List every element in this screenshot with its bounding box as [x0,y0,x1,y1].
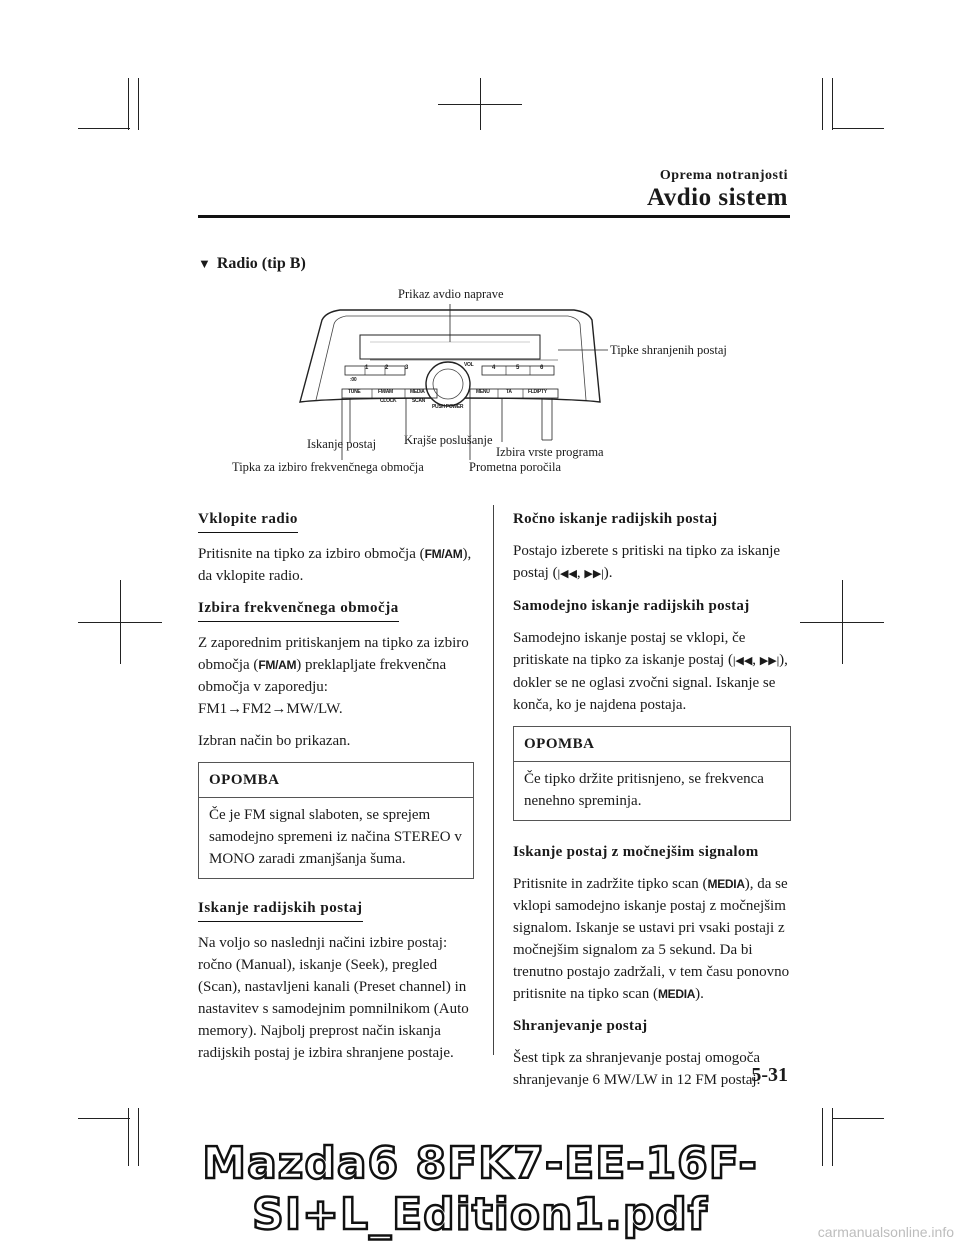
right-column [513,508,791,1101]
footer-filename: Mazda6 8FK7-EE-16F-SI+L_Edition1.pdf [202,1138,758,1240]
para-shranjevanje: Šest tipk za shranjevanje postaj omogoča shranjevanje 6 MW/LW in 12 FM postaj. [513,1050,761,1088]
seek-forward-icon-2: ▶▶| [759,655,780,667]
note-title-2: OPOMBA [514,727,790,762]
watermark[interactable]: carmanualsonline.info [817,1224,954,1240]
heading-samodejno: Samodejno iskanje radijskih postaj [513,598,750,614]
menu-button-label: MENU [476,389,490,395]
ta-button-label: TA [506,389,512,395]
para-mocnejsim: Pritisnite in zadržite tipko scan (MEDIA), da se vklopi samodejno iskanje postaj z močnejšim signalom. Iskanje se ustavi pri vsaki postaji z močnejšim signalom za 5 sekund. Da bi trenutno postajo zadržali, v tem času ponovno pritisnite na tipko scan (MEDIA). [513,876,790,1002]
para-vklopite: Pritisnite na tipko za izbiro območja (FM/AM), da vklopite radio. [198,546,472,584]
callout-display: Prikaz avdio naprave [398,287,504,301]
label-00: :00 [350,377,357,383]
fld-pty-button-label: FLD/PTY [528,389,547,395]
note-title-1: OPOMBA [199,763,473,798]
para-samodejno: Samodejno iskanje postaj se vklopi, če pritiskate na tipko za iskanje postaj (|◀◀, ▶▶|), dokler se ne oglasi zvočni signal. Iskanje se konča, ko je najdena postaja. [513,630,788,713]
section-header: Oprema notranjosti [659,168,788,183]
callout-band: Tipka za izbiro frekvenčnega območja [232,460,424,474]
preset-1: 1 [365,365,369,371]
section-title: ▼ Radio (tip B) [198,255,306,272]
note-box-1 [198,762,474,879]
para-iskanje: Na voljo so naslednji načini izbire postaj: ročno (Manual), iskanje (Seek), pregled (Scan), nastavljeni kanali (Preset channel) in nastavitev s samodejnim pomnilnikom (Auto memory). Najbolj preprost način iskanja radijskih postaj je izbira shranjene postaje. [198,935,469,1061]
column-divider [493,505,494,1055]
media-key-label-2: MEDIA [657,987,696,1001]
label-clock: CLOCK [380,398,397,404]
heading-mocnejsim: Iskanje postaj z močnejšim signalom [513,844,759,860]
fmam-button-label: FM/AM [378,389,393,395]
note-box-2 [513,726,791,821]
label-scan: SCAN [412,398,425,404]
heading-rocno: Ročno iskanje radijskih postaj [513,511,718,527]
para-izbira: Z zaporednim pritiskanjem na tipko za izbiro območja (FM/AM) preklapljate frekvenčna območja v zaporedju: FM1→FM2→MW/LW. [198,635,469,717]
heading-vklopite: Vklopite radio [198,508,298,533]
preset-4: 4 [492,365,496,371]
callout-ta: Prometna poročila [469,460,561,474]
seek-forward-icon: ▶▶| [584,568,604,580]
note-text-2: Če tipko držite pritisnjeno, se frekvenca nenehno spreminja. [524,771,764,809]
seek-back-icon-2: |◀◀ [732,655,753,667]
callout-scan: Krajše poslušanje [404,433,493,447]
header-rule [198,215,790,218]
preset-5: 5 [516,365,520,371]
heading-izbira: Izbira frekvenčnega območja [198,597,399,622]
radio-figure [230,280,770,480]
page-title: Avdio sistem [647,184,788,211]
para-rocno: Postajo izberete s pritiski na tipko za iskanje postaj (|◀◀, ▶▶|). [513,543,781,581]
triangle-bullet-icon: ▼ [198,256,211,271]
fmam-key-label-2: FM/AM [258,658,297,672]
preset-3: 3 [405,365,409,371]
fmam-key-label: FM/AM [424,547,463,561]
tune-button-label: TUNE [348,389,361,395]
media-key-label: MEDIA [707,877,745,891]
para-izbran: Izbran način bo prikazan. [198,733,351,749]
heading-iskanje: Iskanje radijskih postaj [198,897,363,922]
preset-6: 6 [540,365,544,371]
label-vol: VOL [464,362,474,368]
preset-2: 2 [385,365,389,371]
page-number: 5-31 [751,1064,788,1086]
callout-pty: Izbira vrste programa [496,445,604,459]
callout-preset-buttons: Tipke shranjenih postaj [610,343,727,357]
label-push-power: PUSH POWER [432,404,464,410]
left-column [198,508,474,1074]
seek-back-icon: |◀◀ [557,568,577,580]
media-button-label: MEDIA [410,389,425,395]
note-text-1: Če je FM signal slaboten, se sprejem samodejno spremeni iz načina STEREO v MONO zaradi zmanjšanja šuma. [209,807,462,867]
heading-shranjevanje: Shranjevanje postaj [513,1018,648,1034]
callout-seek: Iskanje postaj [307,437,377,451]
